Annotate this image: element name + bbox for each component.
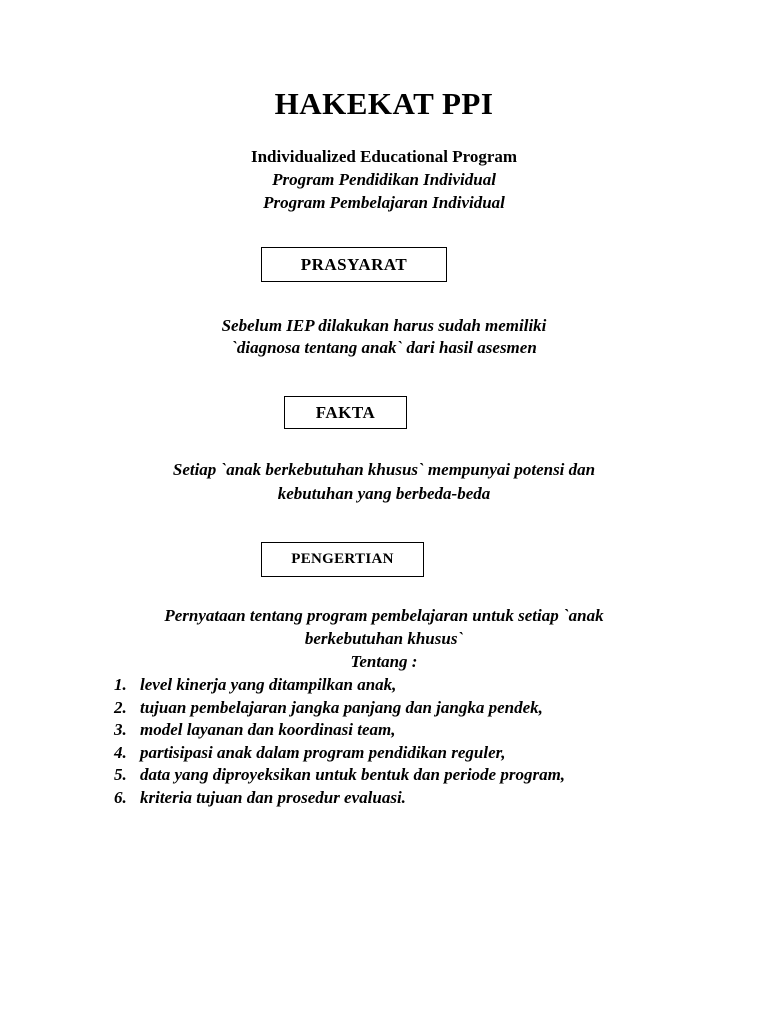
- fakta-heading-box: [284, 396, 407, 429]
- list-item-number: 2.: [114, 697, 127, 717]
- list-item-text: partisipasi anak dalam program pendidikan reguler,: [140, 742, 506, 762]
- pengertian-heading-box: [261, 542, 424, 577]
- subtitle-pendidikan: Program Pendidikan Individual: [272, 170, 496, 189]
- list-item-text: level kinerja yang ditampilkan anak,: [140, 675, 397, 694]
- prasyarat-text-line-2: `diagnosa tentang anak` dari hasil asesmen: [231, 338, 537, 357]
- pengertian-tentang-label: Tentang :: [350, 652, 418, 671]
- list-item-number: 4.: [114, 742, 127, 762]
- list-item: [114, 742, 565, 765]
- prasyarat-heading: PRASYARAT: [300, 254, 408, 274]
- list-item-number: 3.: [114, 720, 127, 739]
- list-item-number: 6.: [114, 787, 127, 807]
- pengertian-text-line-1: Pernyataan tentang program pembelajaran untuk setiap `anak: [164, 606, 604, 625]
- list-item-text: kriteria tujuan dan prosedur evaluasi.: [140, 787, 406, 807]
- list-item-text: model layanan dan koordinasi team,: [140, 720, 396, 739]
- list-item: [114, 697, 565, 720]
- list-item-text: tujuan pembelajaran jangka panjang dan jangka pendek,: [140, 697, 543, 717]
- list-item: [114, 787, 565, 810]
- fakta-text-line-1: Setiap `anak berkebutuhan khusus` mempunyai potensi dan: [172, 460, 596, 479]
- list-item: [114, 719, 565, 742]
- list-item-text: data yang diproyeksikan untuk bentuk dan periode program,: [140, 765, 566, 784]
- fakta-text-line-2: kebutuhan yang berbeda-beda: [277, 484, 491, 503]
- list-item-number: 1.: [114, 675, 127, 694]
- list-item-number: 5.: [114, 765, 127, 784]
- subtitle-english: Individualized Educational Program: [250, 147, 518, 166]
- prasyarat-text-line-1: Sebelum IEP dilakukan harus sudah memiliki: [221, 316, 547, 335]
- subtitle-pembelajaran: Program Pembelajaran Individual: [263, 193, 505, 212]
- pengertian-text-line-2: berkebutuhan khusus`: [304, 629, 464, 648]
- pengertian-numbered-list: [114, 674, 565, 809]
- list-item: [114, 674, 565, 697]
- fakta-heading: FAKTA: [315, 402, 376, 422]
- list-item: [114, 764, 565, 787]
- pengertian-heading: PENGERTIAN: [291, 551, 394, 567]
- page-title: HAKEKAT PPI: [274, 86, 494, 121]
- prasyarat-heading-box: [261, 247, 447, 282]
